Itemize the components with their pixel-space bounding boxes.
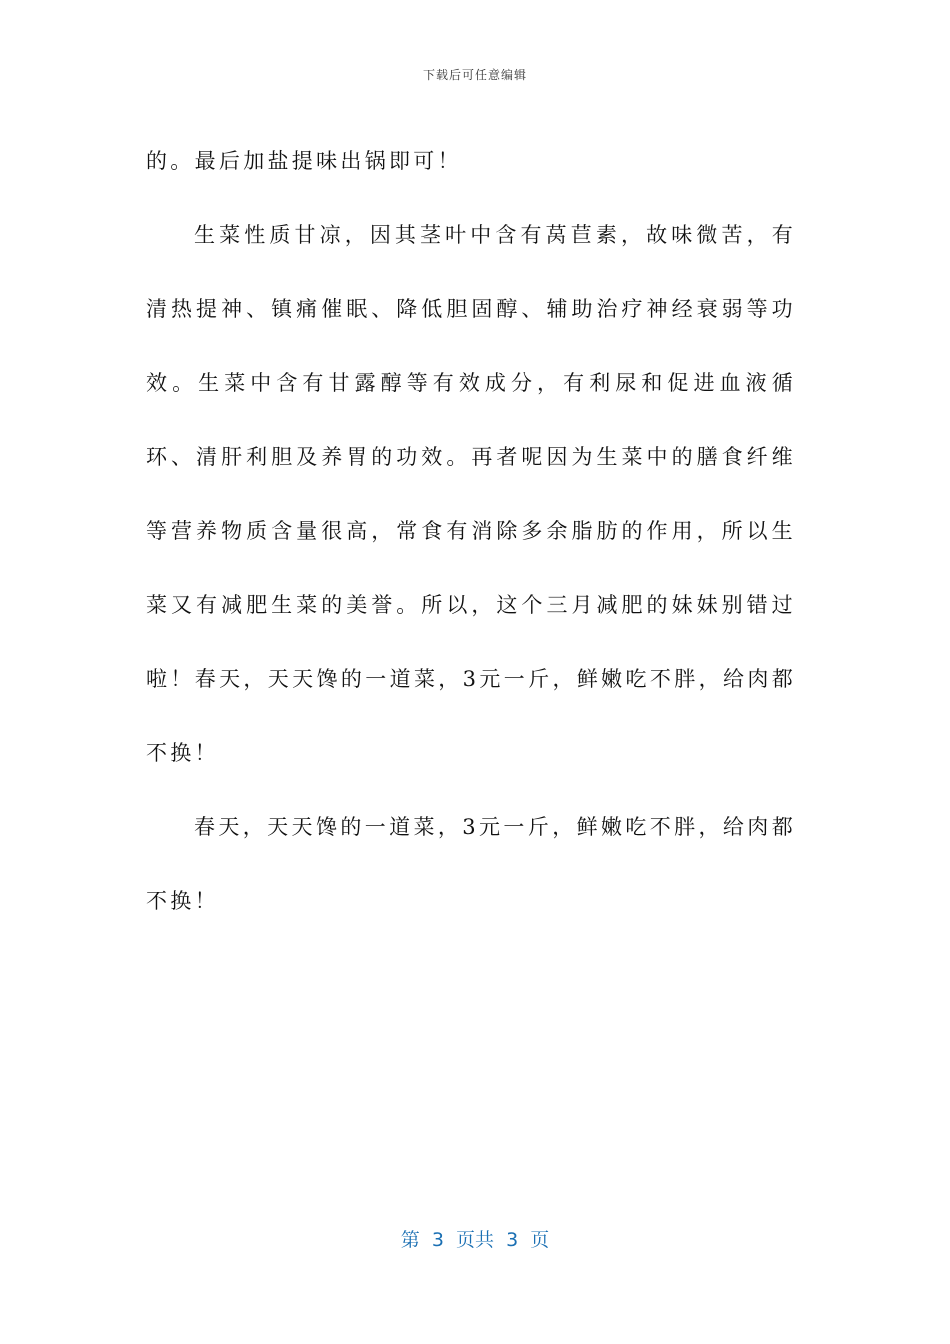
paragraph-continuation: 的。最后加盐提味出锅即可！ [146, 149, 462, 173]
paragraph-lettuce-benefits: 生菜性质甘凉，因其茎叶中含有莴苣素，故味微苦，有清热提神、镇痛催眠、降低胆固醇、辅助治疗神经衰弱等功效。生菜中含有甘露醇等有效成分，有利尿和促进血液循环、清肝利胆及养胃的功效。再者呢因为生菜中的膳食纤维等营养物质含量很高，常食有消除多余脂肪的作用，所以生菜又有减肥生菜的美誉。所以，这个三月减肥的妹妹别错过啦！春天，天天馋的一道菜，3元一斤，鲜嫩吃不胖，给肉都不换！ [146, 223, 796, 765]
header-note: 下载后可任意编辑 [422, 68, 527, 82]
paragraph-closing: 春天，天天馋的一道菜，3元一斤，鲜嫩吃不胖，给肉都不换！ [146, 815, 796, 913]
document-body [146, 124, 796, 938]
page-number-footer: 第 3 页共 3 页 [400, 1229, 550, 1251]
